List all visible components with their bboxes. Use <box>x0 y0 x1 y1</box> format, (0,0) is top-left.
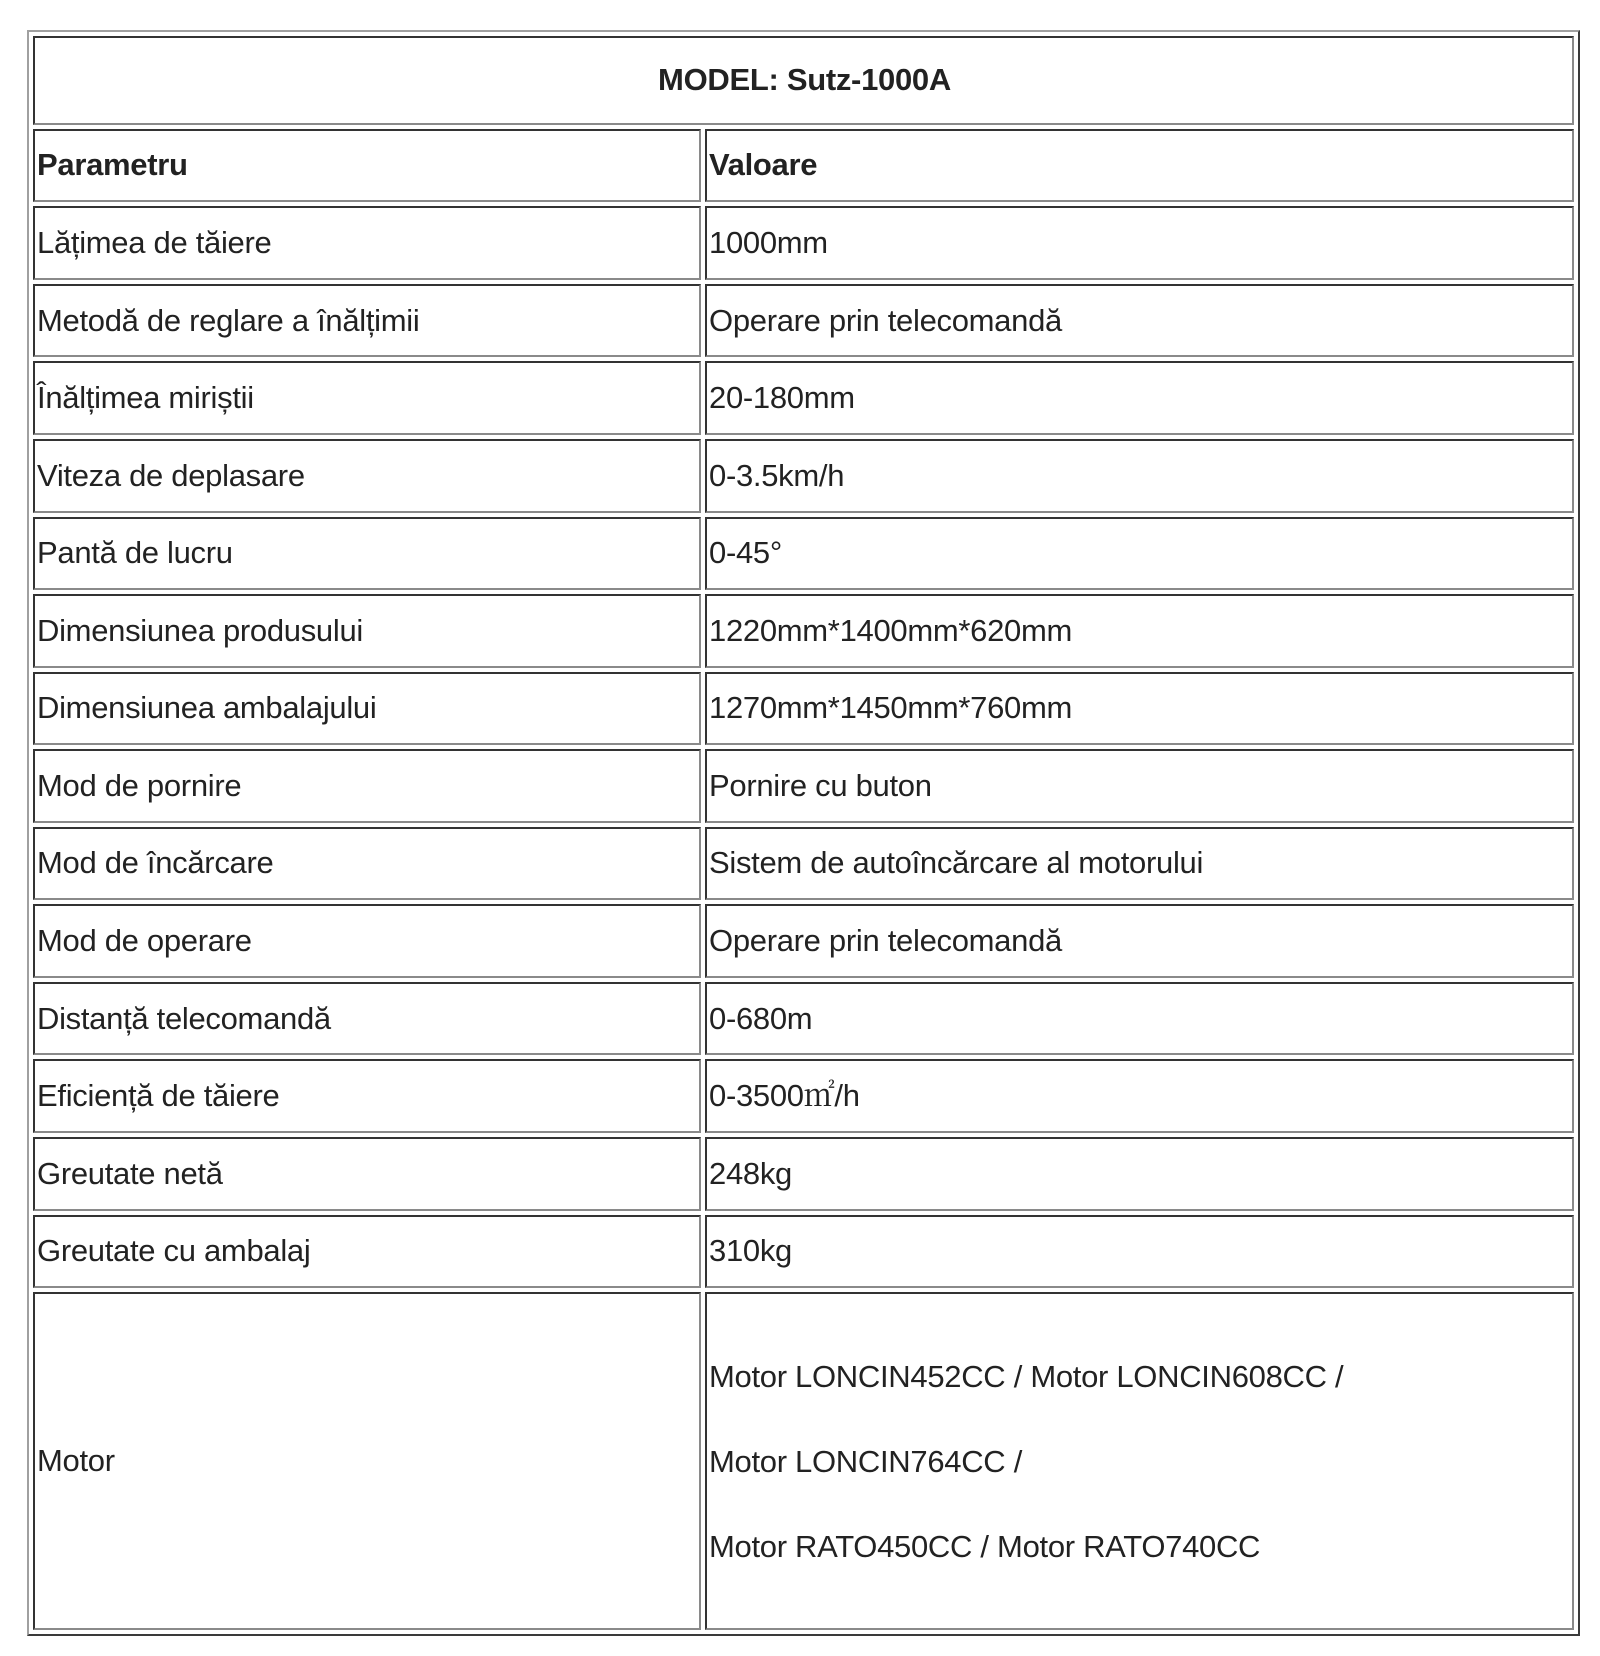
param-cell: Mod de operare <box>33 904 701 978</box>
motor-option-line: Motor LONCIN452CC / Motor LONCIN608CC / <box>709 1358 1344 1394</box>
table-row <box>33 827 1574 901</box>
spec-table <box>27 30 1580 1636</box>
table-row <box>33 982 1574 1056</box>
value-cell: Operare prin telecomandă <box>705 904 1574 978</box>
title-row <box>33 36 1574 125</box>
table-row <box>33 361 1574 435</box>
value-cell: 0-3.5km/h <box>705 439 1574 513</box>
value-cell: 0-680m <box>705 982 1574 1056</box>
param-cell: Pantă de lucru <box>33 517 701 591</box>
header-valoare: Valoare <box>705 129 1574 203</box>
table-row <box>33 594 1574 668</box>
table-row <box>33 904 1574 978</box>
param-cell: Metodă de reglare a înălțimii <box>33 284 701 358</box>
table-row <box>33 517 1574 591</box>
value-cell: Operare prin telecomandă <box>705 284 1574 358</box>
header-parametru: Parametru <box>33 129 701 203</box>
value-cell: 0-45° <box>705 517 1574 591</box>
table-row <box>33 749 1574 823</box>
value-cell: Sistem de autoîncărcare al motorului <box>705 827 1574 901</box>
param-cell: Viteza de deplasare <box>33 439 701 513</box>
value-cell: 1000mm <box>705 206 1574 280</box>
param-cell: Dimensiunea ambalajului <box>33 672 701 746</box>
motor-param-cell: Motor <box>33 1292 701 1630</box>
param-cell: Mod de încărcare <box>33 827 701 901</box>
table-row <box>33 206 1574 280</box>
value-cell: 0-3500㎡/h <box>705 1059 1574 1133</box>
value-cell: Pornire cu buton <box>705 749 1574 823</box>
table-row <box>33 1215 1574 1289</box>
value-cell: 1270mm*1450mm*760mm <box>705 672 1574 746</box>
value-cell: 20-180mm <box>705 361 1574 435</box>
param-cell: Greutate cu ambalaj <box>33 1215 701 1289</box>
model-title: MODEL: Sutz-1000A <box>33 36 1574 125</box>
param-cell: Înălțimea miriștii <box>33 361 701 435</box>
motor-row <box>33 1292 1574 1630</box>
table-row <box>33 1059 1574 1133</box>
param-cell: Greutate netă <box>33 1137 701 1211</box>
table-row <box>33 284 1574 358</box>
value-cell: 310kg <box>705 1215 1574 1289</box>
value-cell: 1220mm*1400mm*620mm <box>705 594 1574 668</box>
table-row <box>33 439 1574 513</box>
motor-option-line: Motor LONCIN764CC / <box>709 1443 1023 1479</box>
param-cell: Distanță telecomandă <box>33 982 701 1056</box>
header-row <box>33 129 1574 203</box>
table-row <box>33 672 1574 746</box>
motor-value-cell <box>705 1292 1574 1630</box>
param-cell: Mod de pornire <box>33 749 701 823</box>
param-cell: Lățimea de tăiere <box>33 206 701 280</box>
param-cell: Eficiență de tăiere <box>33 1059 701 1133</box>
param-cell: Dimensiunea produsului <box>33 594 701 668</box>
value-cell: 248kg <box>705 1137 1574 1211</box>
table-row <box>33 1137 1574 1211</box>
motor-option-line: Motor RATO450CC / Motor RATO740CC <box>709 1528 1261 1564</box>
